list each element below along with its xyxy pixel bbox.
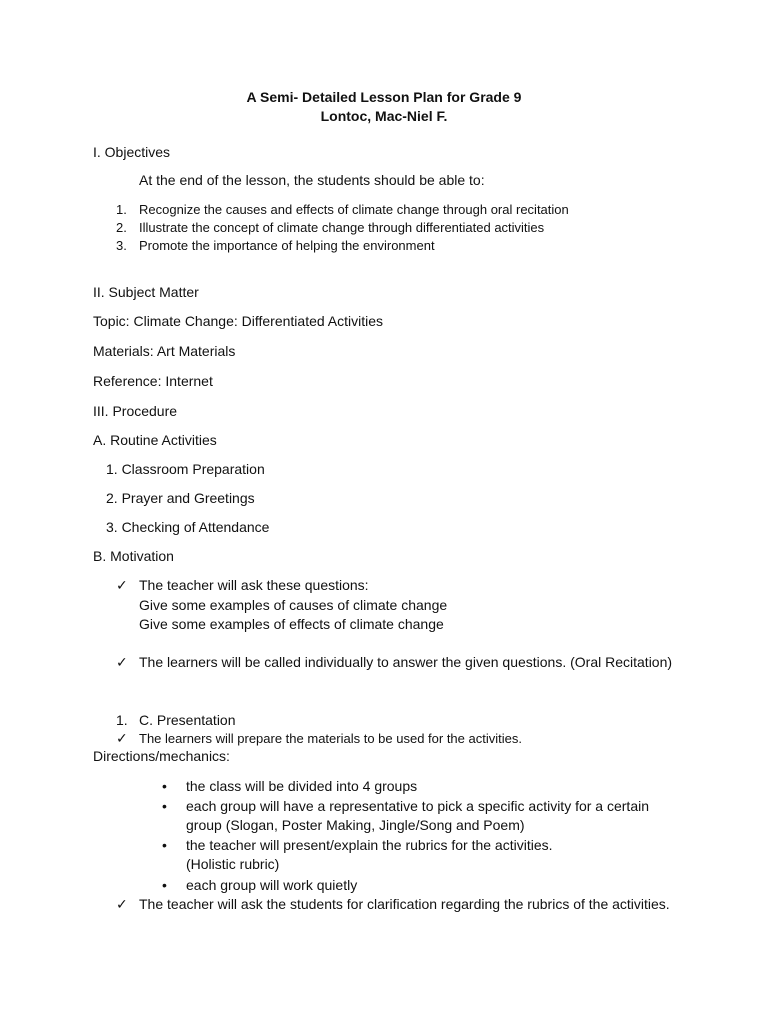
presentation-number: 1. — [116, 712, 128, 728]
objective-item: Illustrate the concept of climate change through differentiated activities — [139, 220, 545, 235]
bullet-icon: • — [162, 877, 167, 893]
routine-item: 3. Checking of Attendance — [106, 519, 270, 535]
direction-item-continued: group (Slogan, Poster Making, Jingle/Song and Poem) — [186, 817, 525, 833]
document-author: Lontoc, Mac-Niel F. — [320, 108, 448, 124]
check-icon: ✓ — [116, 577, 128, 593]
reference-line — [93, 372, 213, 390]
bullet-icon: • — [162, 798, 167, 814]
direction-item: the teacher will present/explain the rubrics for the activities. — [186, 837, 553, 853]
motivation-lead: The teacher will ask these questions: — [139, 577, 369, 593]
document-title: A Semi- Detailed Lesson Plan for Grade 9 — [246, 89, 522, 105]
objective-number: 3. — [116, 238, 127, 253]
subject-matter-heading: II. Subject Matter — [93, 284, 199, 300]
topic-line — [93, 312, 383, 330]
motivation-recitation: The learners will be called individually to answer the given questions. (Oral Recitation) — [139, 654, 673, 670]
direction-item-continued: (Holistic rubric) — [186, 856, 280, 872]
topic-value: Climate Change: Differentiated Activities — [133, 313, 384, 329]
check-icon: ✓ — [116, 896, 128, 912]
materials-line — [93, 342, 235, 360]
bullet-icon: • — [162, 778, 167, 794]
direction-item: each group will work quietly — [186, 877, 358, 893]
directions-heading: Directions/mechanics: — [93, 748, 230, 764]
check-icon: ✓ — [116, 654, 128, 670]
objectives-heading: I. Objectives — [93, 144, 171, 160]
motivation-question: Give some examples of effects of climate change — [139, 616, 444, 632]
routine-item: 1. Classroom Preparation — [106, 461, 265, 477]
bullet-icon: • — [162, 837, 167, 853]
reference-label: Reference: — [93, 373, 162, 389]
topic-label: Topic: — [93, 313, 130, 329]
direction-item: the class will be divided into 4 groups — [186, 778, 418, 794]
reference-value: Internet — [165, 373, 213, 389]
direction-item: each group will have a representative to pick a specific activity for a certain — [186, 798, 650, 814]
objectives-intro: At the end of the lesson, the students should be able to: — [139, 172, 485, 188]
routine-item: 2. Prayer and Greetings — [106, 490, 255, 506]
procedure-heading: III. Procedure — [93, 403, 178, 419]
objective-item: Promote the importance of helping the environment — [139, 238, 435, 253]
materials-value: Art Materials — [156, 343, 236, 359]
final-check-text: The teacher will ask the students for clarification regarding the rubrics of the activities. — [139, 896, 670, 912]
routine-heading: A. Routine Activities — [93, 432, 217, 448]
motivation-question: Give some examples of causes of climate change — [139, 597, 448, 613]
objective-number: 1. — [116, 202, 127, 217]
check-icon: ✓ — [116, 730, 128, 746]
presentation-heading: C. Presentation — [139, 712, 236, 728]
motivation-heading: B. Motivation — [93, 548, 174, 564]
objective-number: 2. — [116, 220, 127, 235]
materials-label: Materials: — [93, 343, 154, 359]
objective-item: Recognize the causes and effects of climate change through oral recitation — [139, 202, 569, 217]
presentation-text: The learners will prepare the materials to be used for the activities. — [139, 731, 522, 746]
